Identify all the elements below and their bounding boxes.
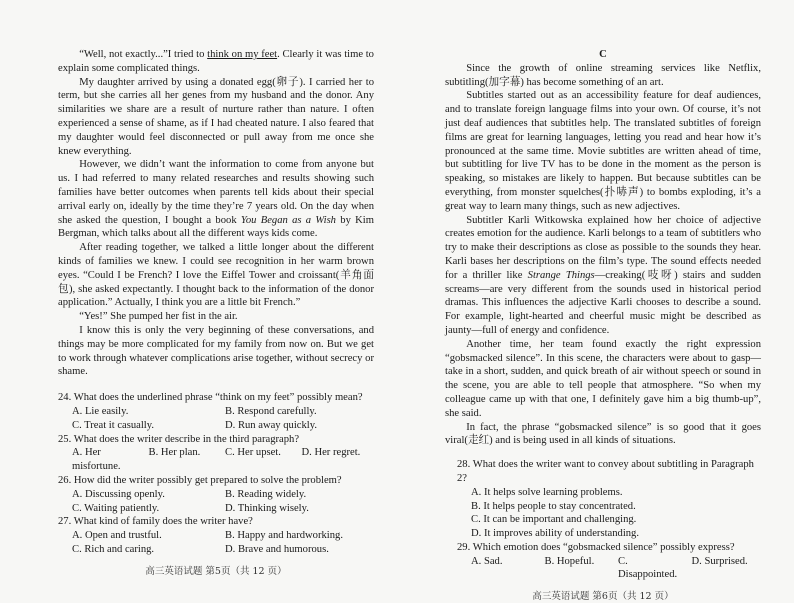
- answer-option: A. It helps solve learning problems.: [471, 486, 623, 498]
- answer-option: B. Reading widely.: [225, 488, 307, 500]
- paragraph: [445, 62, 761, 90]
- answer-option: A. Her misfortune.: [72, 447, 121, 473]
- text-segment: Another time, her team found exactly the right expression “gobsmacked silence”. In this scene, the characters were about to gasp—take in a short, sudden, and quick breath of air without speech or sound in the scene, you are able to tell people that atmosphere. “So when my colleague came up with that one, I definitely gave him a big thumb-up”, she said.: [445, 338, 761, 419]
- italic-title: You Began as a Wish: [240, 214, 336, 226]
- text-segment: by Kim Bergman, which talks about all the different ways kids come.: [58, 214, 374, 240]
- paragraph: [445, 89, 761, 213]
- answer-option: B. Hopeful.: [544, 555, 595, 567]
- text-segment: Subtitler Karli Witkowska explained how her choice of adjective creates emotion for the audience. Karli belongs to a team of subtitlers who try to make their descriptions as close as possible to the sounds they hear. Karli bases her descriptions on the film’s type. The sound effects needed for a thriller like: [445, 214, 761, 281]
- underlined-phrase: think on my feet: [207, 49, 278, 60]
- text-segment: Since the growth of online streaming services like Netflix, subtitling(加字幕) has become something of an art.: [445, 62, 761, 88]
- text-segment: . Clearly it was time to explain some complicated things.: [58, 49, 374, 74]
- question: [58, 474, 374, 515]
- paragraph: [445, 214, 761, 338]
- answer-option: D. Thinking wisely.: [225, 502, 309, 514]
- answer-options: [58, 446, 374, 474]
- question: [58, 433, 374, 474]
- text-segment: In fact, the phrase “gobsmacked silence” is so good that it goes viral(走红) and is being used in all kinds of situations.: [445, 421, 761, 447]
- paragraph: [58, 48, 374, 76]
- section-heading: C: [599, 49, 607, 60]
- text-segment: “Well, not exactly...”I tried to: [79, 49, 208, 60]
- question-stem: 24. What does the underlined phrase “think on my feet” possibly mean?: [58, 392, 363, 404]
- answer-option: A. Open and trustful.: [72, 530, 162, 542]
- answer-options: [58, 529, 374, 557]
- answer-option: B. Her plan.: [148, 447, 201, 459]
- paragraph: [58, 158, 374, 241]
- answer-option: C. Rich and caring.: [72, 543, 155, 555]
- answer-options: [457, 555, 761, 583]
- question: [457, 458, 761, 541]
- paragraph: [445, 421, 761, 449]
- answer-option: D. Brave and humorous.: [225, 543, 329, 555]
- paragraph: [58, 76, 374, 159]
- questions-24-27: [58, 391, 374, 557]
- paragraph: [58, 310, 374, 324]
- answer-option: C. Her upset.: [225, 447, 281, 459]
- answer-option: C. Treat it casually.: [72, 419, 154, 431]
- page-footer-right: 高三英语试题 第6页（共 12 页）: [532, 591, 674, 603]
- question: [58, 515, 374, 556]
- answer-option: B. Happy and hardworking.: [225, 530, 343, 542]
- question-stem: 29. Which emotion does “gobsmacked silence” possibly express?: [457, 541, 735, 553]
- left-page-column: [58, 48, 374, 578]
- answer-option: D. Her regret.: [301, 447, 361, 459]
- passage-b-text: [58, 48, 374, 379]
- question: [58, 391, 374, 432]
- italic-title: Strange Things: [527, 269, 595, 281]
- text-segment: “Yes!” She pumped her fist in the air.: [79, 311, 238, 323]
- answer-options: [58, 488, 374, 516]
- question-stem: 25. What does the writer describe in the third paragraph?: [58, 433, 300, 445]
- paragraph: [445, 338, 761, 421]
- page-footer-left: 高三英语试题 第5页（共 12 页）: [145, 565, 287, 577]
- answer-option: A. Sad.: [471, 555, 503, 567]
- question: [457, 541, 761, 582]
- text-segment: I know this is only the very beginning of these conversations, and things may be more complicated for my family from now on. But we get to work through whatever complications arise together, without secrecy or shame.: [58, 324, 374, 378]
- text-segment: —creaking(吱呀) stairs and sudden screams—are very different from the sounds used in historical period dramas. This influences the adjective Karli chooses to describe a sound. For example, light-hearted and cheerful music might be described as jaunty—full of energy and confidence.: [445, 269, 762, 336]
- questions-28-29: [445, 458, 761, 582]
- answer-option: C. Waiting patiently.: [72, 502, 160, 514]
- answer-option: A. Discussing openly.: [72, 488, 165, 500]
- paragraph: [58, 324, 374, 379]
- answer-option: B. It helps people to stay concentrated.: [471, 500, 636, 512]
- answer-option: D. Run away quickly.: [225, 419, 317, 431]
- right-page-column: [445, 48, 761, 603]
- answer-option: B. Respond carefully.: [225, 405, 317, 417]
- passage-c-text: [445, 62, 761, 448]
- answer-options: [58, 405, 374, 433]
- answer-option: D. It improves ability of understanding.: [471, 528, 639, 540]
- answer-option: C. It can be important and challenging.: [471, 514, 637, 526]
- question-stem: 26. How did the writer possibly get prepared to solve the problem?: [58, 474, 342, 486]
- answer-options: [457, 486, 761, 541]
- answer-option: C. Disappointed.: [618, 555, 678, 581]
- paragraph: [58, 241, 374, 310]
- answer-option: D. Surprised.: [691, 555, 748, 567]
- answer-option: A. Lie easily.: [72, 405, 129, 417]
- question-stem: 28. What does the writer want to convey about subtitling in Paragraph 2?: [457, 459, 754, 484]
- text-segment: Subtitles started out as an accessibility feature for deaf audiences, and to translate foreign language films into your own. Of course, it’s not just deaf audiences that subtitles help. The translated subtitles of foreign films are great for learning languages, letting you read and hear how it’s pronounced at the same time. Movie subtitles are written ahead of time, but subtitling for live TV has to be done in the moment as the person is speaking, so mistakes are likely to happen. But because subtitles can be everything, from monster squelches(扑哧声) to bombs exploding, it’s a great way to learn many things, such as new adjectives.: [445, 90, 761, 212]
- text-segment: After reading together, we talked a little longer about the different kinds of families we knew. I could see recognition in her warm brown eyes. “Could I be French? I love the Eiffel Tower and croissant(羊角面包), she asked expectantly. I thought back to the information of the donor application.” Actually, I think you are a little bit French.”: [58, 242, 374, 309]
- question-stem: 27. What kind of family does the writer have?: [58, 516, 253, 528]
- text-segment: My daughter arrived by using a donated egg(卵子). I carried her to term, but she carries all her genes from my husband and the donor. Any similarities we share are a result of nurture rather than nature. I often experienced a sense of shame, as if I had cheated nature. I also feared that my daughter would feel disconnected or pull away from me once she knew everything.: [58, 76, 374, 157]
- text-segment: However, we didn’t want the information to come from anyone but us. I had referred to many related researches and results showing such families have better outcomes when parents tell kids about their special arrival early on, ideally by the time they’re 7 years old. On the day when she asked the question, I bought a book: [58, 159, 374, 226]
